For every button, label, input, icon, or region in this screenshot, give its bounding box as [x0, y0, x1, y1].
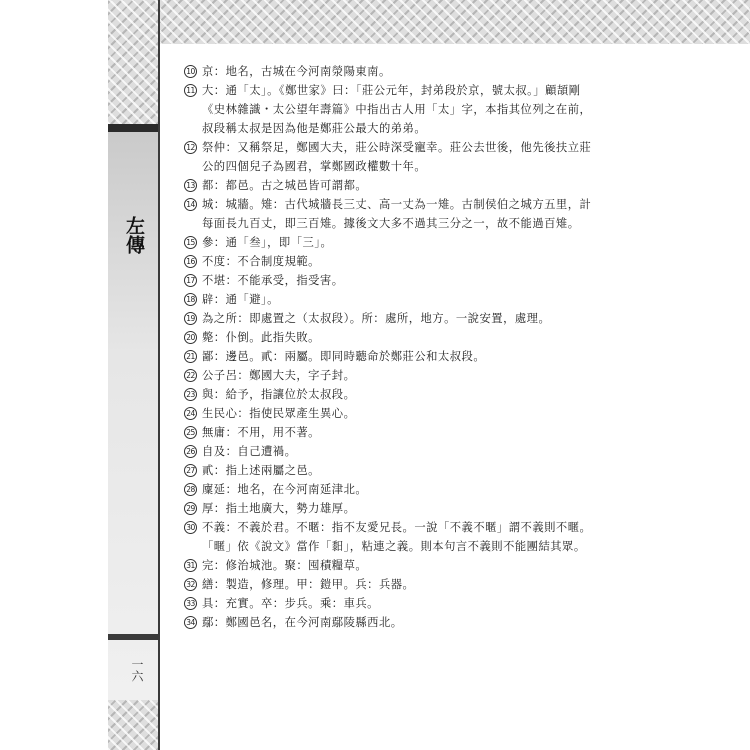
annotation-text: 祭仲：又稱祭足，鄭國大夫，莊公時深受寵幸。莊公去世後，他先後扶立莊公的四個兒子為國君，掌鄭國政權數十年。 — [202, 141, 592, 173]
annotation-number: 23 — [184, 388, 197, 401]
annotation-item — [184, 404, 594, 423]
annotation-number: 30 — [184, 521, 197, 534]
annotation-number: 31 — [184, 559, 197, 572]
annotation-item — [184, 613, 594, 632]
annotation-text: 斃：仆倒。此指失敗。 — [202, 331, 320, 344]
annotation-number: 13 — [184, 179, 197, 192]
annotation-text: 具：充實。卒：步兵。乘：車兵。 — [202, 597, 379, 610]
annotation-item — [184, 556, 594, 575]
annotation-item — [184, 575, 594, 594]
annotation-text: 不度：不合制度規範。 — [202, 255, 320, 268]
annotation-number: 18 — [184, 293, 197, 306]
annotation-text: 不堪：不能承受，指受害。 — [202, 274, 344, 287]
annotation-number: 20 — [184, 331, 197, 344]
annotation-item — [184, 594, 594, 613]
annotation-text: 與：給予，指讓位於太叔段。 — [202, 388, 356, 401]
annotation-item — [184, 461, 594, 480]
annotation-item — [184, 518, 594, 556]
annotation-number: 21 — [184, 350, 197, 363]
annotation-number: 25 — [184, 426, 197, 439]
annotation-text: 大：通「太」。《鄭世家》曰：「莊公元年，封弟段於京，號太叔。」顧頡剛《史林雜識・太公望年壽篇》中指出古人用「太」字，本指其位列之在前，叔段稱太叔是因為他是鄭莊公最大的弟弟。 — [202, 84, 592, 135]
annotation-text: 廩延：地名，在今河南延津北。 — [202, 483, 368, 496]
annotation-text: 貳：指上述兩屬之邑。 — [202, 464, 320, 477]
annotation-text: 辟：通「避」。 — [202, 293, 279, 306]
annotation-number: 33 — [184, 597, 197, 610]
annotation-number: 17 — [184, 274, 197, 287]
side-decorative-pattern-top — [108, 0, 158, 124]
annotation-item — [184, 309, 594, 328]
top-decorative-band — [160, 0, 750, 44]
annotation-text: 參：通「叁」，即「三」。 — [202, 236, 333, 249]
annotation-number: 12 — [184, 141, 197, 154]
page-number: 一六 — [130, 658, 144, 682]
annotation-item — [184, 62, 594, 81]
annotation-number: 28 — [184, 483, 197, 496]
annotation-text: 公子呂：鄭國大夫，字子封。 — [202, 369, 356, 382]
annotation-item — [184, 252, 594, 271]
annotation-item — [184, 81, 594, 138]
annotation-text: 完：修治城池。聚：囤積糧草。 — [202, 559, 368, 572]
annotation-text: 自及：自己遭禍。 — [202, 445, 297, 458]
spine-divider — [158, 0, 160, 750]
annotation-item — [184, 328, 594, 347]
annotation-number: 19 — [184, 312, 197, 325]
annotation-item — [184, 385, 594, 404]
annotation-number: 24 — [184, 407, 197, 420]
annotation-number: 26 — [184, 445, 197, 458]
annotation-item — [184, 347, 594, 366]
annotation-text: 厚：指土地廣大，勢力雄厚。 — [202, 502, 356, 515]
annotation-number: 32 — [184, 578, 197, 591]
annotation-number: 10 — [184, 65, 197, 78]
side-decorative-pattern-bottom — [108, 700, 158, 750]
annotation-item — [184, 480, 594, 499]
annotation-text: 無庸：不用，用不著。 — [202, 426, 320, 439]
annotation-text: 都：都邑。古之城邑皆可謂都。 — [202, 179, 368, 192]
annotation-text: 鄢：鄭國邑名，在今河南鄢陵縣西北。 — [202, 616, 403, 629]
annotation-item — [184, 176, 594, 195]
annotation-item — [184, 290, 594, 309]
annotation-text: 繕：製造，修理。甲：鎧甲。兵：兵器。 — [202, 578, 415, 591]
annotation-number: 34 — [184, 616, 197, 629]
annotation-number: 22 — [184, 369, 197, 382]
annotation-item — [184, 423, 594, 442]
annotation-item — [184, 499, 594, 518]
annotation-item — [184, 366, 594, 385]
annotation-item — [184, 195, 594, 233]
annotation-text: 生民心：指使民眾產生異心。 — [202, 407, 356, 420]
annotation-text: 鄙：邊邑。貳：兩屬。即同時聽命於鄭莊公和太叔段。 — [202, 350, 486, 363]
annotation-text: 京：地名，古城在今河南滎陽東南。 — [202, 65, 391, 78]
annotation-item — [184, 233, 594, 252]
annotation-item — [184, 138, 594, 176]
annotation-number: 29 — [184, 502, 197, 515]
side-panel — [108, 124, 158, 700]
annotation-number: 11 — [184, 84, 197, 97]
side-panel-top-bar — [108, 124, 158, 132]
annotation-number: 27 — [184, 464, 197, 477]
annotation-list — [184, 62, 594, 632]
annotation-number: 14 — [184, 198, 197, 211]
annotation-text: 城：城牆。雉：古代城牆長三丈、高一丈為一雉。古制侯伯之城方五里，計每面長九百丈，即三百雉。據後文大多不過其三分之一，故不能過百雉。 — [202, 198, 592, 230]
annotation-number: 15 — [184, 236, 197, 249]
annotation-item — [184, 442, 594, 461]
annotation-text: 為之所：即處置之（太叔段）。所：處所，地方。一說安置，處理。 — [202, 312, 551, 325]
annotation-text: 不義：不義於君。不暱：指不友愛兄長。一說「不義不暱」謂不義則不暱。「暱」依《說文》當作「䵒」，粘連之義。則本句言不義則不能團結其眾。 — [202, 521, 592, 553]
annotation-number: 16 — [184, 255, 197, 268]
side-panel-bottom-bar — [108, 634, 158, 640]
book-title: 左傳 — [123, 216, 145, 254]
annotation-item — [184, 271, 594, 290]
